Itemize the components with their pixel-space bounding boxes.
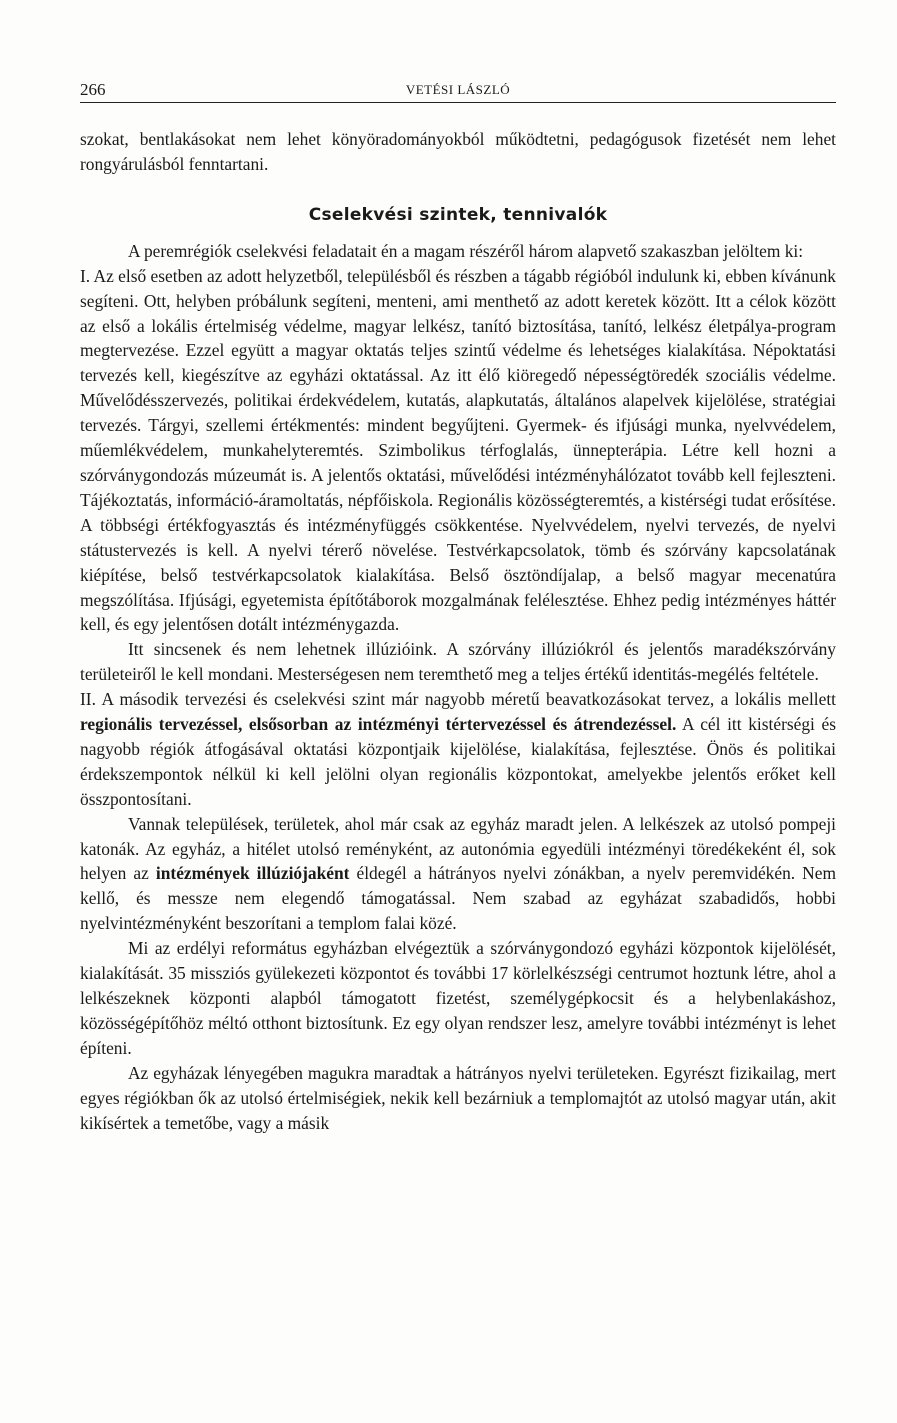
paragraph-level-two-emphasis: regionális tervezéssel, elsősorban az intézményi tértervezéssel és átrendezéssel. <box>80 714 677 735</box>
page-number: 266 <box>80 80 106 99</box>
running-head <box>80 80 836 103</box>
body-text <box>80 127 836 1135</box>
paragraph-level-one: I. Az első esetben az adott helyzetből, településből és részben a tágabb régióból indulunk ki, ebben kívánunk segíteni. Ott, helyben próbálunk segíteni, menteni, ami menthető az adott keretek között. Itt a célok között az első a lokális értelmiség védelme, magyar lelkész, tanító biztosítása, tanító, lelkész életpálya-program megtervezése. Ezzel együtt a magyar oktatás teljes szintű védelme és lehetséges kialakítása. Népoktatási tervezés kell, kiegészítve az egyházi oktatással. Az itt élő kiöregedő népességtöredék szociális védelme. Művelődésszervezés, politikai érdekvédelem, kutatás, alapkutatás, általános alapelvek kijelölése, stratégiai tervezés. Tárgyi, szellemi értékmentés: mindent begyűjteni. Gyermek- és ifjúsági munka, nyelvvédelem, műemlékvédelem, munkahelyteremtés. Szimbolikus térfoglalás, ünnepterápia. Létre kell hozni a szórványgondozás múzeumát is. A jelentős oktatási, művelődési intézményhálózatot tovább kell fejleszteni. Tájékoztatás, információ-áramoltatás, népfőiskola. Regionális közösségteremtés, a kistérségi tudat erősítése. A többségi értékfogyasztás és intézményfüggés csökkentése. Nyelvvédelem, nyelvi tervezés, de nyelvi státustervezés is kell. A nyelvi térerő növelése. Testvérkapcsolatok, tömb és szórvány kapcsolatának kiépítése, belső testvérkapcsolatok kialakítása. Belső ösztöndíjalap, a belső magyar mecenatúra megszólítása. Ifjúsági, egyetemista építőtáborok mozgalmának felélesztése. Ehhez pedig intézményes háttér kell, és egy jelentősen dotált intézménygazda. <box>80 265 836 635</box>
intro-paragraph: szokat, bentlakásokat nem lehet könyöradományokból működtetni, pedagógusok fizetését nem lehet rongyárulásból fenntartani. <box>80 129 836 174</box>
paragraph-churches-alone: Az egyházak lényegében magukra maradtak a hátrányos nyelvi területeken. Egyrészt fizikailag, mert egyes régiókban ők az utolsó értelmiségiek, nekik kell bezárniuk a templomajtót az utolsó magyar után, akit kikísértek a temetőbe, vagy a másik <box>80 1062 836 1133</box>
running-head-author: VETÉSI LÁSZLÓ <box>405 82 511 97</box>
paragraph-church-end: éldegél a hátrányos nyelvi zónákban, a nyelv peremvidékén. Nem kellő, és messze nem elegendő támogatással. Nem szabad az egyházat szabadidős, hobbi nyelvintézményként beszorítani a templom falai közé. <box>80 863 836 934</box>
paragraph-level-two-start: II. A második tervezési és cselekvési szint már nagyobb méretű beavatkozásokat tervez, a lokális mellett <box>80 689 836 710</box>
paragraph-level-two-end: A cél itt kistérségi és nagyobb régiók átfogásával oktatási központjaik kijelölése, kialakítása, fejlesztése. Önös és politikai érdekszempontok nélkül ki kell jelölni olyan regionális központokat, amelyekbe jelentős erőket kell összpontosítani. <box>80 714 836 809</box>
section-heading: Cselekvési szintek, tennivalók <box>308 204 608 225</box>
paragraph-church-presence <box>80 812 836 937</box>
paragraph-church-emphasis: intézmények illúziójaként <box>155 863 350 884</box>
paragraph-church-start: Vannak települések, területek, ahol már csak az egyház maradt jelen. A lelkészek az utolsó pompeji katonák. Az egyház, a hitélet utolsó reményként, az autonómia egyedüli intézményi töredékeként él, sok helyen az <box>80 813 836 884</box>
paragraph-levels-intro: A peremrégiók cselekvési feladatait én a magam részéről három alapvető szakaszban jelöltem ki: <box>128 240 804 261</box>
paragraph-reformed-church: Mi az erdélyi református egyházban elvégeztük a szórványgondozó egyházi központok kijelölését, kialakítását. 35 missziós gyülekezeti központot és további 17 körlelkészségi centrumot hoztunk létre, ahol a lelkészeknek központi alapból támogatott fizetést, személygépkocsit és a helybenlakáshoz, közösségépítőhöz méltó otthont biztosítunk. Ez egy olyan rendszer lesz, amelyre további intézményt is lehet építeni. <box>80 938 836 1058</box>
paragraph-level-two <box>80 687 836 812</box>
paragraph-illusions: Itt sincsenek és nem lehetnek illúzióink. A szórvány illúziókról és jelentős maradékszórvány területeiről le kell mondani. Mesterségesen nem teremthető meg a teljes értékű identitás-megélés feltétele. <box>80 639 836 685</box>
